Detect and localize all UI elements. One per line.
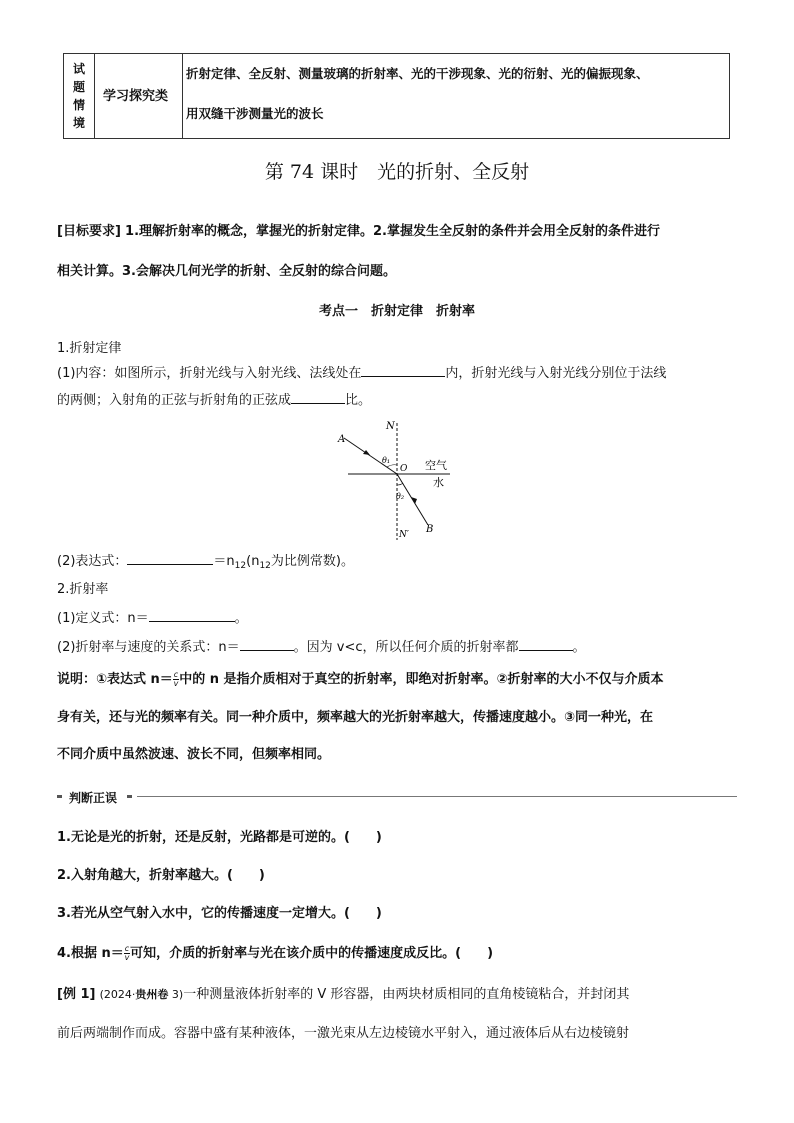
example-line: 前后两端制作而成。容器中盛有某种液体，一激光束从左边棱镜水平射入，通过液体后从右边棱镜射 xyxy=(57,1026,630,1041)
objectives-line: 相关计算。3.会解决几何光学的折射、全反射的综合问题。 xyxy=(57,264,396,279)
judge-item[interactable]: 1.无论是光的折射，还是反射，光路都是可逆的。( ) xyxy=(57,830,382,845)
text: (2)折射率与速度的关系式：n＝ xyxy=(57,640,240,655)
category-char: 试 xyxy=(73,62,86,76)
text: 可知，介质的折射率与光在该介质中的传播速度成反比。( ) xyxy=(130,946,494,961)
judge-item[interactable] xyxy=(57,942,493,962)
subscript: 12 xyxy=(234,561,247,571)
label-O: O xyxy=(400,464,408,474)
numerator: c xyxy=(124,944,130,953)
text: (2)表达式： xyxy=(57,554,128,569)
type-cell xyxy=(94,54,183,138)
type-label: 学习探究类 xyxy=(103,89,169,104)
category-char: 题 xyxy=(73,80,86,94)
law-content xyxy=(57,389,371,408)
objectives-line xyxy=(57,220,660,239)
source-text: 3) xyxy=(168,988,184,1001)
text: 为比例常数)。 xyxy=(270,554,354,569)
judge-label: 判断正误 xyxy=(69,791,118,805)
label-air: 空气 xyxy=(425,459,447,472)
answer-blank[interactable] xyxy=(291,391,345,404)
label-A: A xyxy=(338,434,346,445)
note-line: 身有关，还与光的频率有关。同一种介质中，频率越大的光折射率越大，传播速度越小。③同一种光，在 xyxy=(57,710,654,725)
law-content xyxy=(57,362,666,381)
subscript: 12 xyxy=(259,561,271,571)
example-text: 一种测量液体折射率的 V 形容器，由两块材质相同的直角棱镜粘合，并封闭其 xyxy=(183,987,630,1002)
text: 。因为 v<c，所以任何介质的折射率都 xyxy=(293,640,519,655)
answer-blank[interactable] xyxy=(240,638,294,651)
category-char: 情 xyxy=(73,98,86,112)
answer-blank[interactable] xyxy=(361,364,445,377)
content-line: 折射定律、全反射、测量玻璃的折射率、光的干涉现象、光的衍射、光的偏振现象、 xyxy=(186,66,649,81)
example-tag: [例 1] xyxy=(57,987,96,1002)
judge-item[interactable]: 3.若光从空气射入水中，它的传播速度一定增大。( ) xyxy=(57,906,382,921)
text: 。 xyxy=(572,640,586,655)
text: 中的 n 是指介质相对于真空的折射率，即绝对折射率。②折射率的大小不仅与介质本 xyxy=(179,672,664,687)
index-heading: 2.折射率 xyxy=(57,582,109,597)
situation-table xyxy=(63,53,730,139)
content-line: 用双缝干涉测量光的波长 xyxy=(186,106,324,121)
label-water: 水 xyxy=(433,476,444,489)
example-line xyxy=(57,983,629,1002)
category-cell xyxy=(64,54,95,138)
objectives-text: 1.理解折射率的概念，掌握光的折射定律。2.掌握发生全反射的条件并会用全反射的条件进行 xyxy=(125,224,660,239)
text: (n xyxy=(246,554,260,569)
angle1-arc xyxy=(387,465,397,467)
refraction-diagram xyxy=(330,415,460,545)
category-char: 境 xyxy=(73,116,86,130)
label-N: N xyxy=(386,421,395,432)
text: (1)定义式：n＝ xyxy=(57,611,149,626)
index-definition xyxy=(57,607,248,626)
objectives-tag: [目标要求] xyxy=(57,224,121,239)
label-B: B xyxy=(426,524,434,535)
numerator: c xyxy=(173,670,179,679)
answer-blank[interactable] xyxy=(127,552,213,565)
denominator: v xyxy=(173,679,179,688)
answer-blank[interactable] xyxy=(519,638,573,651)
denominator: v xyxy=(124,953,130,962)
label-Nprime: N′ xyxy=(399,530,409,540)
divider xyxy=(137,796,737,797)
text: 4.根据 n＝ xyxy=(57,946,124,961)
law-heading: 1.折射定律 xyxy=(57,341,122,356)
judge-section-header xyxy=(57,790,737,804)
incident-arrow xyxy=(363,450,370,455)
label-theta1: θ₁ xyxy=(382,456,391,465)
judge-item[interactable]: 2.入射角越大，折射率越大。( ) xyxy=(57,868,265,883)
bullet-icon xyxy=(57,795,62,798)
text: 内，折射光线与入射光线分别位于法线 xyxy=(445,366,667,381)
note-line xyxy=(57,668,664,688)
text: 比。 xyxy=(345,393,372,408)
text: (1)内容：如图所示，折射光线与入射光线、法线处在 xyxy=(57,366,362,381)
text: ＝n xyxy=(213,554,235,569)
source-name: 贵州卷 xyxy=(135,988,169,1001)
page-title: 第 74 课时 光的折射、全反射 xyxy=(264,161,530,183)
refracted-arrow xyxy=(411,497,417,504)
note-line: 不同介质中虽然波速、波长不同，但频率相同。 xyxy=(57,747,331,762)
text: 说明：①表达式 n＝ xyxy=(57,672,173,687)
label-theta2: θ₂ xyxy=(396,492,405,501)
source-text: (2024· xyxy=(99,988,136,1001)
answer-blank[interactable] xyxy=(149,609,235,622)
text: 。 xyxy=(234,611,248,626)
bullet-icon xyxy=(127,795,132,798)
text: 的两侧；入射角的正弦与折射角的正弦成 xyxy=(57,393,292,408)
index-relation xyxy=(57,636,586,655)
section-heading: 考点一 折射定律 折射率 xyxy=(318,304,475,319)
law-expression xyxy=(57,550,354,571)
